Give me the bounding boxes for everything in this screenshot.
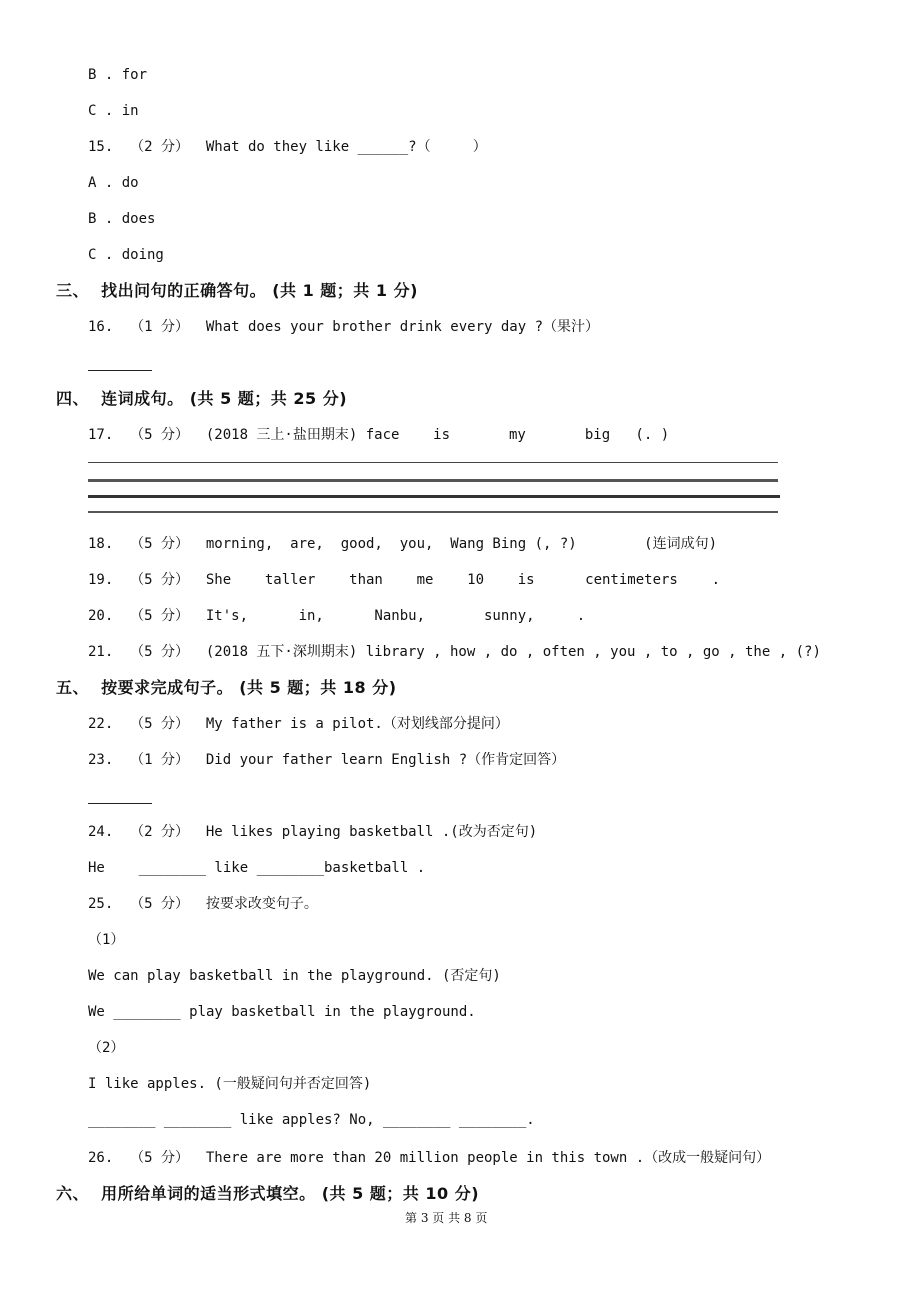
q15-option-b: B . does: [88, 211, 156, 227]
q25-part2-label: （2）: [88, 1040, 125, 1056]
q23-question: 23. （1 分） Did your father learn English ?（作肯定回答）: [88, 752, 566, 768]
q17-answer-line-1: [88, 462, 778, 463]
q17-answer-line-2: [88, 479, 778, 482]
q25-part1-text: We can play basketball in the playground. (否定句): [88, 968, 501, 984]
q21-question: 21. （5 分） (2018 五下·深圳期末) library , how , do , often , you , to , go , the , (?): [88, 644, 821, 660]
q17-answer-line-3: [88, 495, 780, 498]
q15-option-a: A . do: [88, 175, 139, 191]
section-6-title: 六、 用所给单词的适当形式填空。 (共 5 题；共 10 分): [56, 1184, 480, 1203]
q18-question: 18. （5 分） morning, are, good, you, Wang Bing (, ?) (连词成句): [88, 536, 718, 552]
q24-fill-line: He ________ like ________basketball .: [88, 860, 426, 876]
q14-option-b: B . for: [88, 67, 148, 83]
q26-question: 26. （5 分） There are more than 20 million people in this town .（改成一般疑问句）: [88, 1150, 771, 1166]
q25-part2-fill: ________ ________ like apples? No, ________ ________.: [88, 1112, 535, 1128]
q15-option-c: C . doing: [88, 247, 164, 263]
q16-question: 16. （1 分） What does your brother drink every day ?（果汁）: [88, 319, 600, 335]
q15-question: 15. （2 分） What do they like ______?（ ）: [88, 139, 487, 155]
q14-option-c: C . in: [88, 103, 139, 119]
page-number: 第 3 页 共 8 页: [405, 1211, 488, 1225]
q25-part2-text: I like apples. (一般疑问句并否定回答): [88, 1076, 372, 1092]
section-5-title: 五、 按要求完成句子。 (共 5 题；共 18 分): [56, 678, 397, 697]
q24-question: 24. （2 分） He likes playing basketball .(改为否定句): [88, 824, 538, 840]
section-3-title: 三、 找出问句的正确答句。 (共 1 题；共 1 分): [56, 281, 418, 300]
q20-question: 20. （5 分） It's, in, Nanbu, sunny, .: [88, 608, 586, 624]
section-4-title: 四、 连词成句。 (共 5 题；共 25 分): [56, 389, 348, 408]
q25-part1-fill: We ________ play basketball in the playground.: [88, 1004, 476, 1020]
q25-question: 25. （5 分） 按要求改变句子。: [88, 896, 318, 912]
q22-question: 22. （5 分） My father is a pilot.（对划线部分提问）: [88, 716, 509, 732]
q17-answer-line-4: [88, 511, 778, 513]
q19-question: 19. （5 分） She taller than me 10 is centimeters .: [88, 572, 721, 588]
q23-answer-line: [88, 803, 152, 804]
q17-question: 17. （5 分） (2018 三上·盐田期末) face is my big (. ): [88, 427, 670, 443]
q16-answer-line: [88, 370, 152, 371]
q25-part1-label: （1）: [88, 932, 125, 948]
